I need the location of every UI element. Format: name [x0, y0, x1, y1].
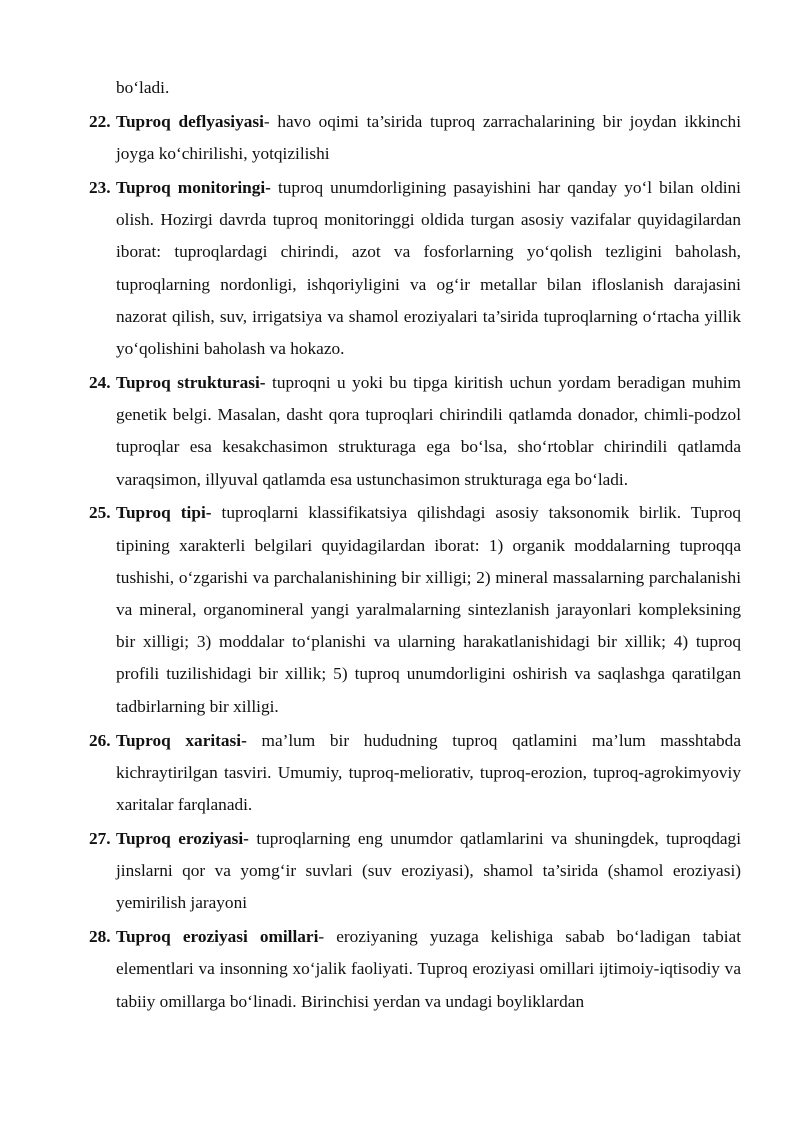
entry-number: 23.	[89, 177, 111, 197]
continuation-text: bo‘ladi.	[116, 78, 170, 97]
entry-term: Tuproq xaritasi-	[116, 730, 247, 750]
glossary-text	[89, 72, 741, 1018]
glossary-entry-25	[89, 497, 741, 722]
entry-definition: havo oqimi ta’sirida tuproq zarrachalarining bir joydan ikkinchi joyga ko‘chirilishi, yotqizilishi	[116, 111, 742, 164]
entry-separator: -	[318, 927, 337, 947]
entry-definition: tuproq unumdorligining pasayishini har qanday yo‘l bilan oldini olish. Hozirgi davrda tuproq monitoringgi oldida turgan asosiy vazifalar quyidagilardan iborat: tuproqlardagi chirindi, azot va fosforlarning yo‘qolish tezligini baholash, tuproqlarning nordonligi, ishqoriyligini va og‘ir metallar bilan ifloslanish darajasini nazorat qilish, suv, irrigatsiya va shamol eroziyalari ta’sirida tuproqlarning o‘rtacha yillik yo‘qolishini baholash va hokazo.	[116, 177, 741, 358]
glossary-entry-27	[89, 823, 741, 920]
entry-separator	[271, 178, 278, 197]
entry-definition: eroziyaning yuzaga kelishiga sabab bo‘ladigan tabiat elementlari va insonning xo‘jalik faoliyati. Tuproq eroziyasi omillari ijtimoiy-iqtisodiy va tabiiy omillarga bo‘linadi. Birinchisi yerdan va undagi boyliklardan	[116, 927, 741, 1011]
entry-separator	[212, 503, 222, 522]
entry-term: Tuproq monitoringi-	[116, 177, 271, 197]
glossary-entry-28	[89, 921, 741, 1018]
entry-number: 28.	[89, 927, 111, 947]
entry-number: 24.	[89, 372, 111, 392]
entry-definition: ma’lum bir hududning tuproq qatlamini ma’lum masshtabda kichraytirilgan tasviri. Umumiy, tuproq-meliorativ, tuproq-erozion, tuproq-agrokimyoviy xaritalar farqlanadi.	[116, 730, 741, 814]
entry-definition: tuproqni u yoki bu tipga kiritish uchun yordam beradigan muhim genetik belgi. Masalan, dasht qora tuproqlari chirindili qatlamda donador, chimli-podzol tuproqlar esa kesakchasimon strukturaga ega bo‘lsa, sho‘rtoblar chirindili qatlamda varaqsimon, illyuval qatlamda esa ustunchasimon strukturaga ega bo‘ladi.	[116, 372, 741, 489]
entry-number: 26.	[89, 730, 111, 750]
entry-number: 22.	[89, 111, 111, 131]
entry-number: 25.	[89, 503, 111, 523]
entry-term: Tuproq strukturasi-	[116, 372, 266, 392]
entry-definition: tuproqlarni klassifikatsiya qilishdagi asosiy taksonomik birlik. Tuproq tipining xarakterli belgilari quyidagilardan iborat: 1) organik moddalarning tuproqqa tushishi, o‘zgarishi va parchalanishining bir xilligi; 2) mineral massalarning parchalanishi va mineral, organomineral yangi yaralmalarning sintezlanish jarayonlari kompleksining bir xilligi; 3) moddalar to‘planishi va ularning harakatlanishidagi bir xillik; 4) tuproq profili tuzilishidagi bir xillik; 5) tuproq unumdorligini oshirish va saqlashga qaratilgan tadbirlarning bir xilligi.	[116, 503, 741, 716]
entry-number: 27.	[89, 828, 111, 848]
entry-term: Tuproq tipi-	[116, 503, 212, 523]
glossary-entry-26	[89, 725, 741, 822]
entry-separator	[247, 731, 262, 750]
entry-term: Tuproq eroziyasi omillari	[116, 927, 319, 947]
entry-term: Tuproq deflyasiyasi	[116, 111, 264, 131]
glossary-entry-23	[89, 172, 741, 365]
entry-separator: -	[263, 111, 278, 131]
glossary-entry-24	[89, 367, 741, 496]
entry-definition: tuproqlarning eng unumdor qatlamlarini va shuningdek, tuproqdagi jinslarni qor va yomg‘ir suvlari (suv eroziyasi), shamol ta’sirida (shamol eroziyasi) yemirilish jarayoni	[116, 828, 741, 913]
entry-term: Tuproq eroziyasi-	[116, 828, 249, 848]
glossary-entry-22	[89, 106, 741, 170]
